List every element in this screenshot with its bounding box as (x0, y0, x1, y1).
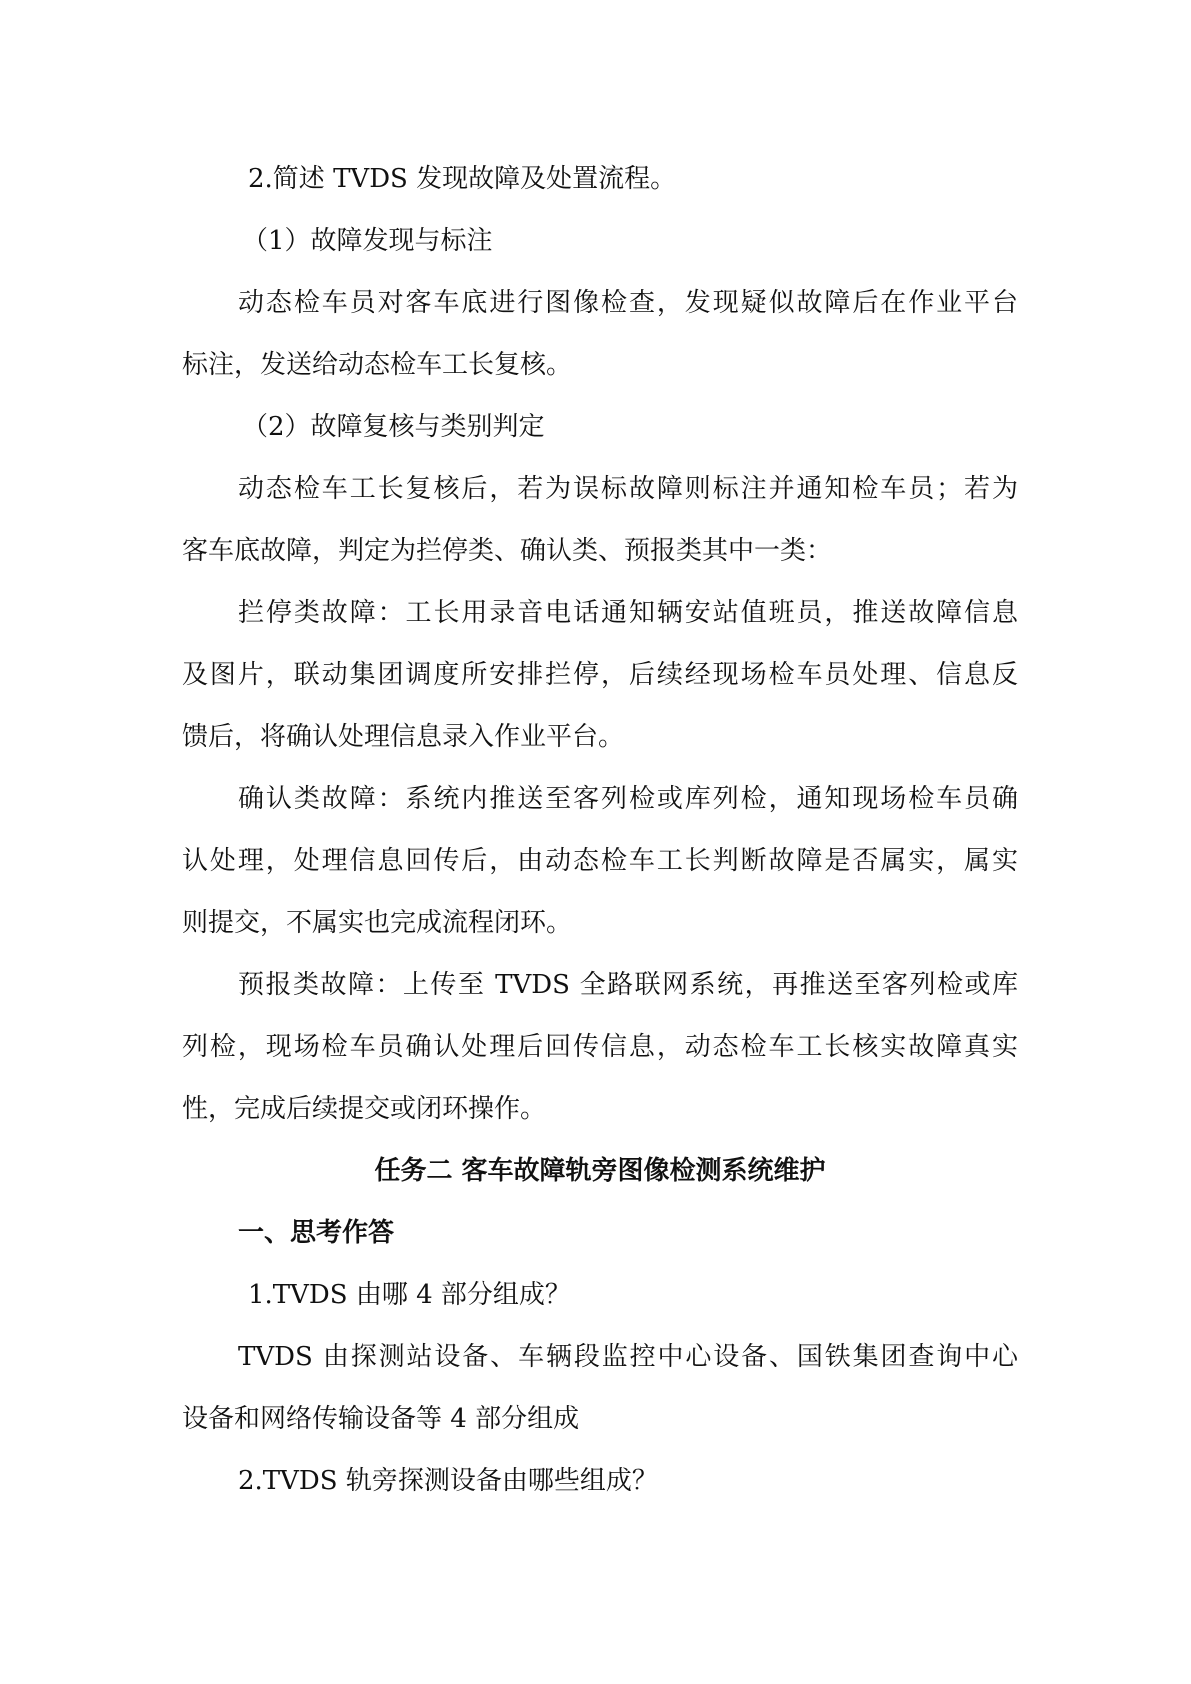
paragraph-line: TVDS 由探测站设备、车辆段监控中心设备、国铁集团查询中心 (238, 1342, 1018, 1372)
question-2: 2.TVDS 轨旁探测设备由哪些组成？ (238, 1466, 658, 1496)
question-1: 1.TVDS 由哪 4 部分组成？ (248, 1280, 571, 1310)
paragraph-line: 客车底故障，判定为拦停类、确认类、预报类其中一类： (182, 536, 833, 566)
paragraph-line: 动态检车工长复核后，若为误标故障则标注并通知检车员；若为 (238, 474, 1018, 504)
paragraph-line: 标注，发送给动态检车工长复核。 (182, 350, 573, 380)
question-2-process: 2.简述 TVDS 发现故障及处置流程。 (248, 164, 677, 194)
paragraph-line: 确认类故障：系统内推送至客列检或库列检，通知现场检车员确 (238, 784, 1018, 814)
paragraph-line: 馈后，将确认处理信息录入作业平台。 (182, 722, 625, 752)
paragraph-line: 认处理，处理信息回传后，由动态检车工长判断故障是否属实，属实 (182, 846, 1018, 876)
subheading-fault-review: （2）故障复核与类别判定 (242, 412, 545, 442)
paragraph-line: 列检，现场检车员确认处理后回传信息，动态检车工长核实故障真实 (182, 1032, 1018, 1062)
paragraph-line: 设备和网络传输设备等 4 部分组成 (182, 1404, 580, 1434)
paragraph-line: 动态检车员对客车底进行图像检查，发现疑似故障后在作业平台 (238, 288, 1018, 318)
paragraph-line: 性，完成后续提交或闭环操作。 (182, 1094, 547, 1124)
paragraph-line: 及图片，联动集团调度所安排拦停，后续经现场检车员处理、信息反 (182, 660, 1018, 690)
paragraph-line: 预报类故障：上传至 TVDS 全路联网系统，再推送至客列检或库 (238, 970, 1018, 1000)
paragraph-line: 拦停类故障：工长用录音电话通知辆安站值班员，推送故障信息 (238, 598, 1018, 628)
document-body (182, 148, 1018, 1512)
section-heading: 一、思考作答 (238, 1218, 395, 1248)
paragraph-line: 则提交，不属实也完成流程闭环。 (182, 908, 573, 938)
subheading-fault-discovery: （1）故障发现与标注 (242, 226, 493, 256)
section-title: 任务二 客车故障轨旁图像检测系统维护 (374, 1156, 826, 1186)
